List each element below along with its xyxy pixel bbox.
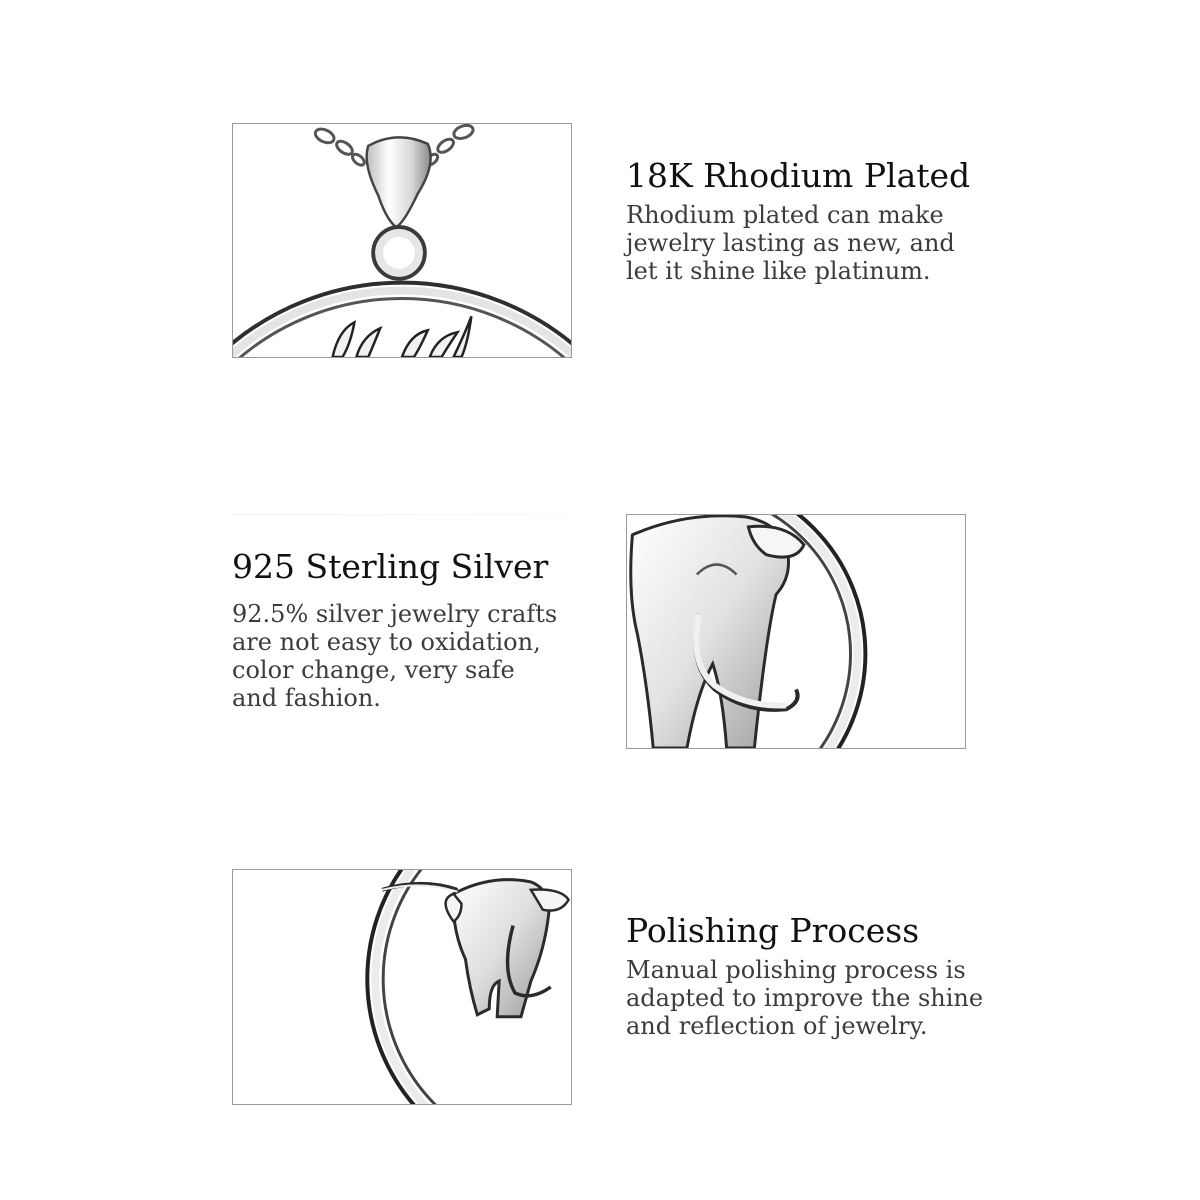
feature-description: 92.5% silver jewelry crafts are not easy to oxidation, color change, very safe and fashion. [232, 600, 558, 712]
feature-sterling-silver [232, 548, 602, 712]
feature-description: Rhodium plated can make jewelry lasting as new, and let it shine like platinum. [626, 201, 955, 285]
feature-title: 18K Rhodium Plated [626, 156, 971, 195]
elephant-closeup-photo [626, 514, 966, 749]
feature-title: 925 Sterling Silver [232, 547, 549, 586]
bail-closeup-photo [232, 123, 572, 358]
elephant-charm-image [627, 515, 965, 748]
feature-polishing [626, 912, 1046, 1040]
pendant-bail-image [233, 124, 571, 357]
polishing-closeup-photo [232, 869, 572, 1105]
feature-rhodium [626, 157, 1026, 285]
section-divider [232, 514, 570, 515]
feature-title: Polishing Process [626, 911, 920, 950]
feature-description: Manual polishing process is adapted to improve the shine and reflection of jewelry. [626, 956, 984, 1040]
ring-elephant-image [233, 870, 571, 1104]
